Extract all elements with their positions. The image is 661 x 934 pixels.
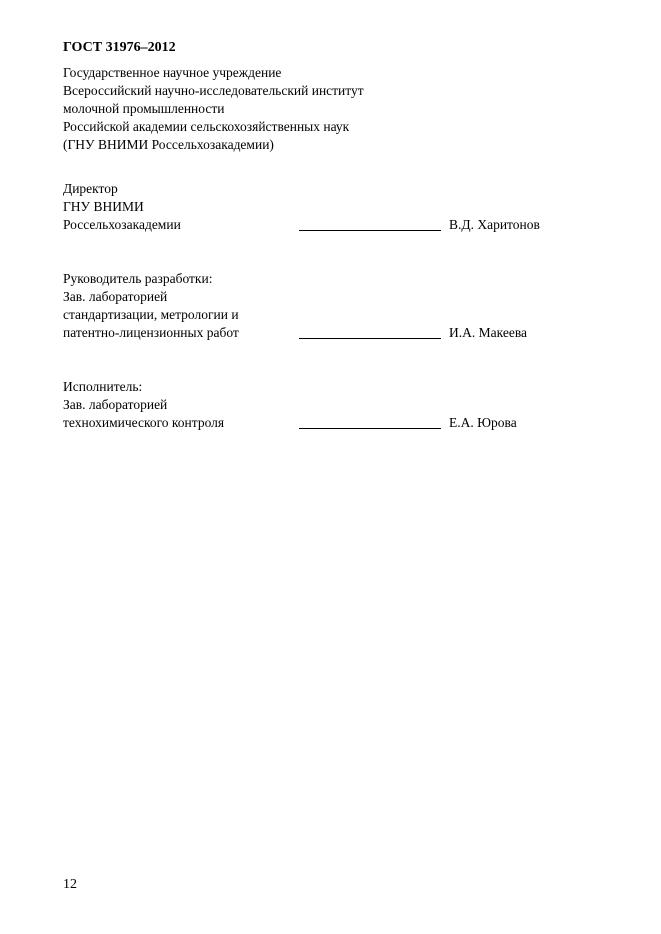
signatory-role-line: патентно-лицензионных работ [63,325,239,340]
signatory-name: И.А. Макеева [449,325,528,340]
signature-row [63,216,623,234]
signatory-block-director [63,180,623,234]
signature-row [63,324,623,342]
signature-line [299,428,441,429]
organization-block [63,64,364,154]
signatory-block-executor [63,378,623,432]
signatory-role-line: Россельхозакадемии [63,217,181,232]
organization-line: Всероссийский научно-исследовательский институт [63,83,364,98]
signature-line [299,230,441,231]
signatory-role-line: технохимического контроля [63,415,225,430]
signatory-role-line: Зав. лабораторией [63,397,168,412]
signature-line [299,338,441,339]
document-code: ГОСТ 31976–2012 [63,40,176,55]
page-number: 12 [63,877,77,892]
signature-row [63,414,623,432]
organization-line: Государственное научное учреждение [63,65,282,80]
signatory-name: В.Д. Харитонов [449,217,540,232]
signatory-role-line: Зав. лабораторией [63,289,168,304]
signatory-role-line: стандартизации, метрологии и [63,307,239,322]
signatory-role-line: ГНУ ВНИМИ [63,199,144,214]
signatory-block-development-lead [63,270,623,342]
signatory-role-line: Директор [63,181,118,196]
organization-line: (ГНУ ВНИМИ Россельхозакадемии) [63,137,274,152]
signatory-name: Е.А. Юрова [449,415,517,430]
signatory-role-line: Руководитель разработки: [63,271,213,286]
signatory-role-line: Исполнитель: [63,379,143,394]
organization-line: молочной промышленности [63,101,225,116]
organization-line: Российской академии сельскохозяйственных наук [63,119,350,134]
